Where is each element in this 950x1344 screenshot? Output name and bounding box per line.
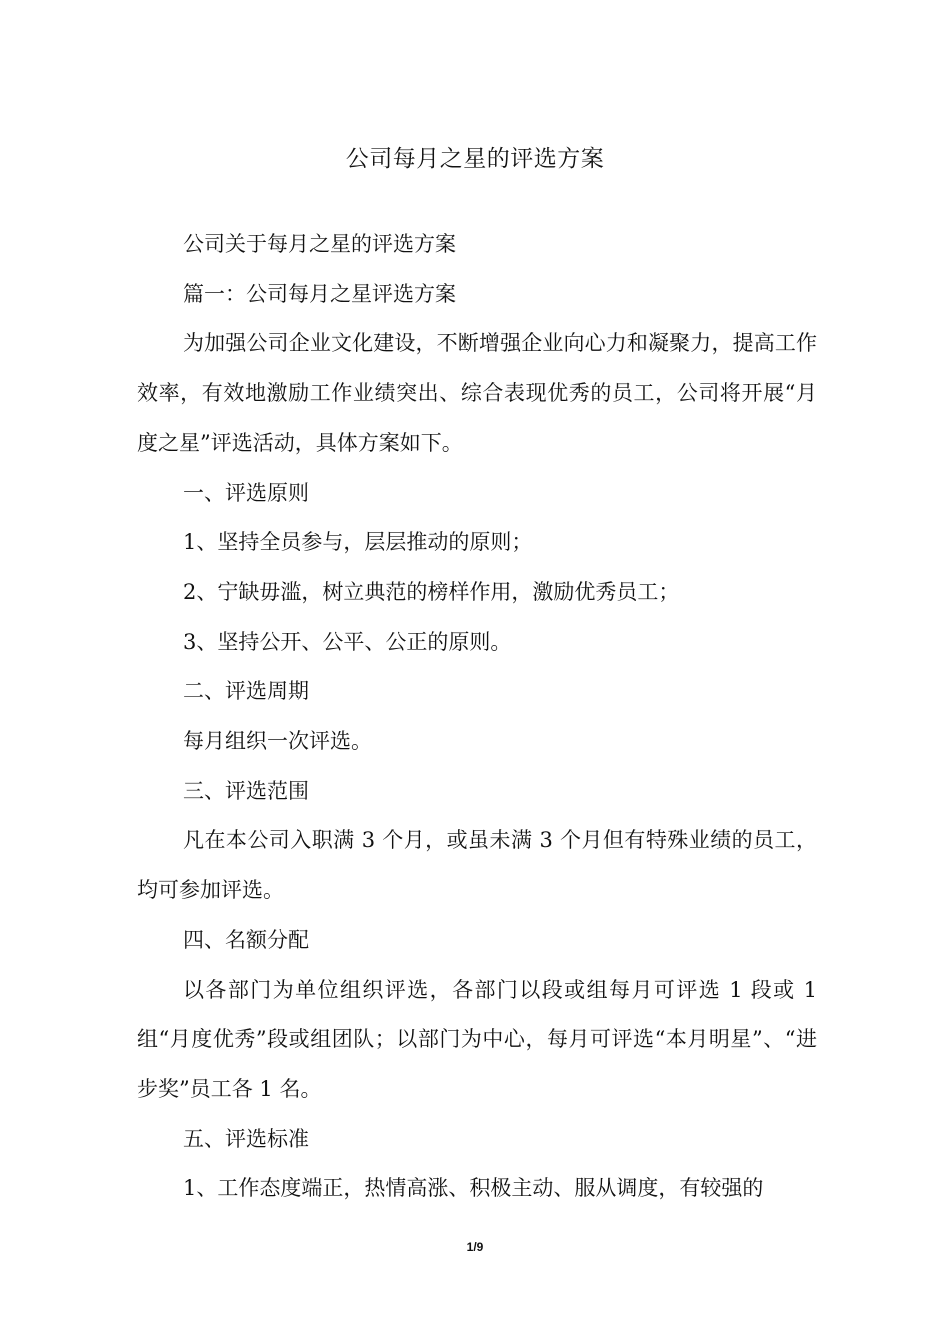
paragraph-subtitle: 公司关于每月之星的评选方案 (183, 232, 456, 256)
paragraph-cycle: 每月组织一次评选。 (183, 729, 372, 754)
list-item-principle-2: 2、宁缺毋滥，树立典范的榜样作用，激励优秀员工； (183, 579, 680, 604)
list-item-principle-1: 1、坚持全员参与，层层推动的原则； (183, 530, 533, 555)
list-item-principle-3: 3、坚持公开、公平、公正的原则。 (183, 629, 512, 654)
paragraph-quota: 以各部门为单位组织评选，各部门以段或组每月可评选 1 段或 1 组“月度优秀”段或组团队；以部门为中心，每月可评选“本月明星”、“进步奖”员工各 1 名。 (137, 977, 817, 1101)
paragraph-scope: 凡在本公司入职满 3 个月，或虽未满 3 个月但有特殊业绩的员工，均可参加评选。 (137, 828, 817, 903)
section-heading-quota: 四、名额分配 (183, 927, 309, 952)
paragraph-intro: 为加强公司企业文化建设，不断增强企业向心力和凝聚力，提高工作效率，有效地激励工作业绩突出、综合表现优秀的员工，公司将开展“月度之星”评选活动，具体方案如下。 (137, 331, 817, 455)
section-heading-principles: 一、评选原则 (183, 480, 309, 505)
list-item-criteria-1: 1、工作态度端正，热情高涨、积极主动、服从调度，有较强的 (183, 1176, 764, 1201)
section-heading-cycle: 二、评选周期 (183, 679, 309, 704)
page-number: 1/9 (466, 1240, 484, 1254)
section-heading-criteria: 五、评选标准 (183, 1126, 309, 1151)
section-heading-scope: 三、评选范围 (183, 778, 309, 803)
paragraph-part-heading: 篇一：公司每月之星评选方案 (183, 281, 456, 306)
document-title: 公司每月之星的评选方案 (345, 146, 605, 172)
document-body (137, 220, 817, 1214)
